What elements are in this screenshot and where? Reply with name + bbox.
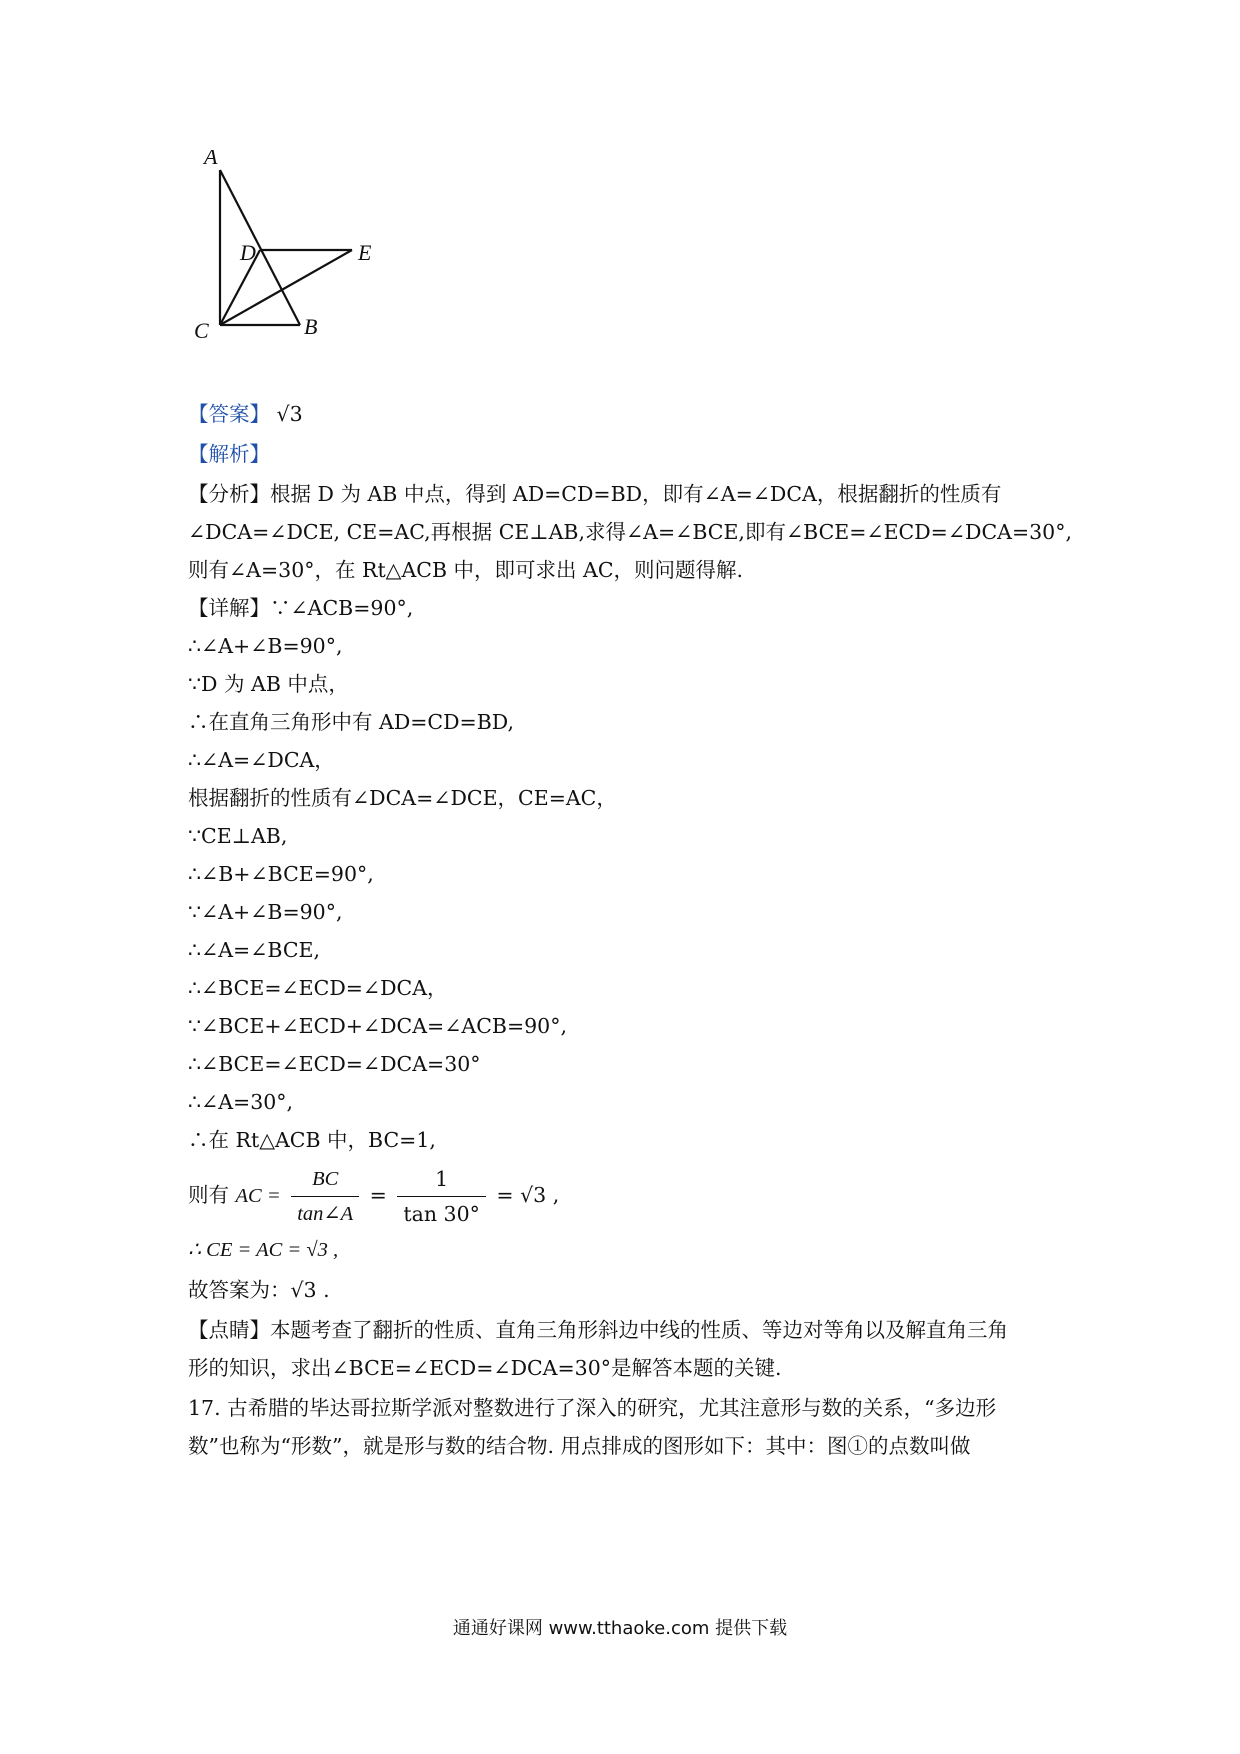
detail-step: ∴∠A+∠B=90°,	[188, 634, 343, 658]
question-17-line-2: 数”也称为“形数”，就是形与数的结合物. 用点排成的图形如下：其中：图①的点数叫做	[188, 1434, 971, 1458]
label-E: E	[358, 240, 372, 265]
review-text-1: 本题考查了翻折的性质、直角三角形斜边中线的性质、等边对等角以及解直角三角	[270, 1318, 1008, 1342]
detail-step: ∴∠B+∠BCE=90°,	[188, 862, 374, 886]
review-tag: 【点睛】	[188, 1318, 270, 1342]
question-17-line-1: 17. 古希腊的毕达哥拉斯学派对整数进行了深入的研究，尤其注意形与数的关系，“多边形	[188, 1396, 997, 1420]
analysis-line-3: 则有∠A=30°，在 Rt△ACB 中，即可求出 AC，则问题得解.	[188, 558, 744, 582]
formula-lhs: AC =	[235, 1185, 281, 1207]
label-A: A	[204, 150, 218, 169]
detail-step: ∴∠BCE=∠ECD=∠DCA，	[188, 976, 448, 1000]
label-D: D	[240, 240, 256, 265]
detail-step: ∵CE⊥AB,	[188, 824, 288, 848]
detail-first: ∵∠ACB=90°,	[270, 596, 414, 620]
fraction-1-numerator: BC	[291, 1164, 359, 1197]
detail-step: ∵D 为 AB 中点，	[188, 672, 349, 696]
review-line-2: 形的知识，求出∠BCE=∠ECD=∠DCA=30°是解答本题的关键.	[188, 1356, 782, 1380]
final-answer-line: 故答案为：√3 .	[188, 1278, 330, 1302]
answer-tag: 【答案】	[188, 402, 270, 426]
analysis-heading: 【解析】	[188, 442, 270, 466]
detail-step: ∴在 Rt△ACB 中，BC=1,	[188, 1128, 436, 1152]
triangle-figure	[180, 150, 410, 390]
analysis-line-2: ∠DCA=∠DCE, CE=AC,再根据 CE⊥AB,求得∠A=∠BCE,即有∠BCE=∠ECD=∠DCA=30°,	[188, 520, 1072, 544]
detail-tag: 【详解】	[188, 596, 270, 620]
formula-eq-2: = √3 ,	[496, 1183, 560, 1207]
label-B: B	[304, 314, 318, 339]
fraction-2-denominator: tan 30°	[403, 1202, 480, 1226]
detail-step: ∵∠A+∠B=90°,	[188, 900, 343, 924]
detail-step: ∴在直角三角形中有 AD=CD=BD,	[188, 710, 515, 734]
fraction-1-denominator: tan∠A	[297, 1203, 354, 1225]
formula-eq-1: =	[369, 1183, 387, 1207]
answer-value: √3	[276, 402, 303, 426]
review-line-1	[188, 1316, 1008, 1344]
triangle-diagram	[180, 150, 410, 390]
detail-step: ∴∠BCE=∠ECD=∠DCA=30°	[188, 1052, 481, 1076]
formula-line	[188, 1164, 559, 1229]
label-C: C	[194, 318, 209, 343]
detail-step: 根据翻折的性质有∠DCA=∠DCE，CE=AC，	[188, 786, 617, 810]
analysis-text-1: 根据 D 为 AB 中点，得到 AD=CD=BD，即有∠A=∠DCA，根据翻折的性质有	[270, 482, 1002, 506]
fraction-bc-tan-a	[291, 1164, 359, 1229]
fraction-1-tan30	[397, 1164, 486, 1229]
detail-step: ∵∠BCE+∠ECD+∠DCA=∠ACB=90°,	[188, 1014, 567, 1038]
answer-line	[188, 400, 303, 428]
detail-line-0	[188, 594, 413, 622]
analysis-tag: 【分析】	[188, 482, 270, 506]
ce-line: ∴ CE = AC = √3 ,	[188, 1239, 339, 1261]
detail-step: ∴∠A=30°,	[188, 1090, 294, 1114]
page-footer: 通通好课网 www.tthaoke.com 提供下载	[452, 1618, 788, 1639]
formula-prefix: 则有	[188, 1183, 229, 1207]
detail-step: ∴∠A=∠BCE,	[188, 938, 320, 962]
analysis-line-1	[188, 480, 1001, 508]
fraction-2-numerator: 1	[397, 1164, 486, 1197]
detail-step: ∴∠A=∠DCA，	[188, 748, 335, 772]
